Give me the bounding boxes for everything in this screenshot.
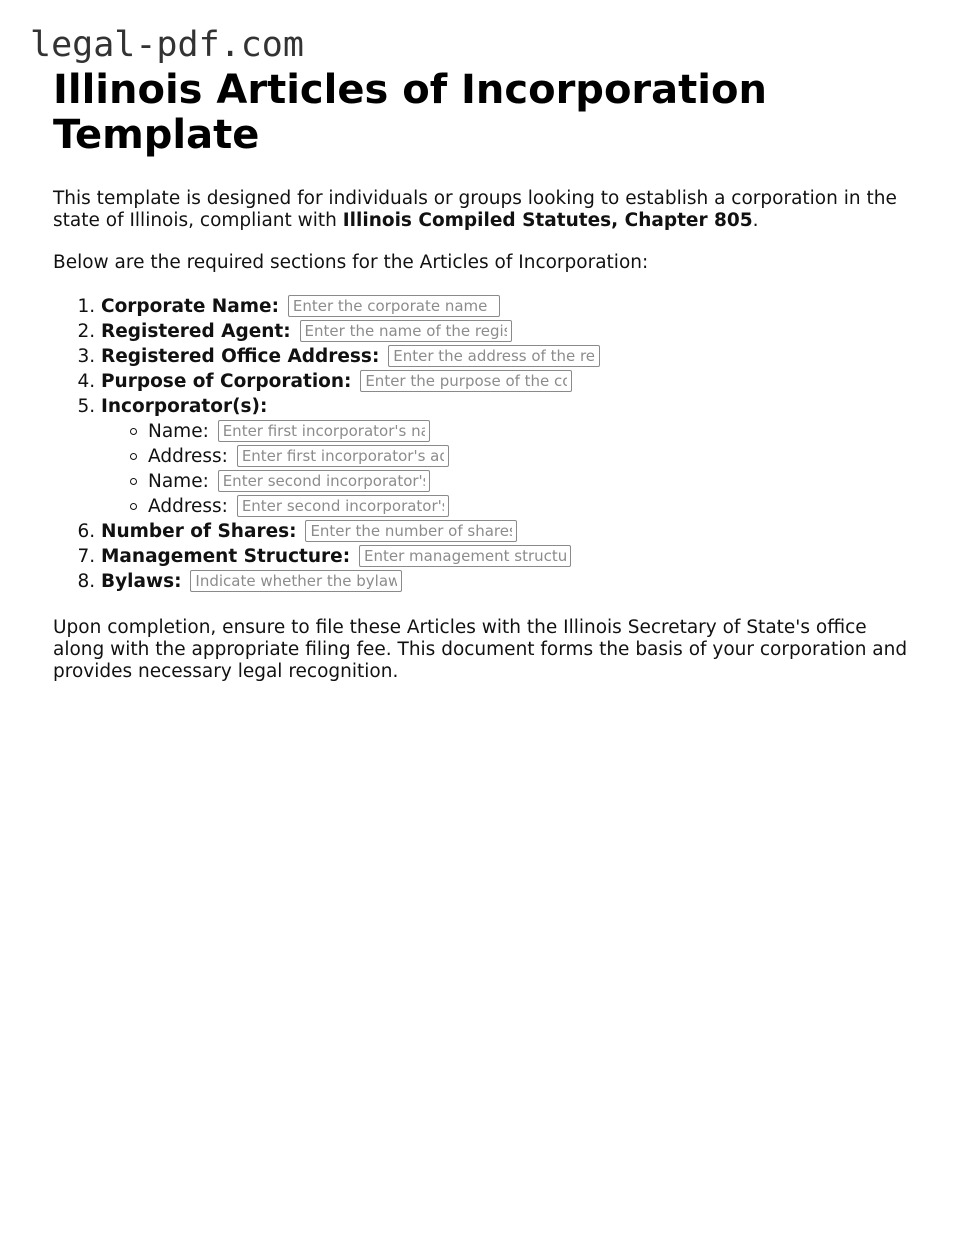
management-structure-input[interactable] (359, 545, 571, 567)
incorporator-1-name-input[interactable] (218, 420, 430, 442)
intro-end: . (752, 210, 759, 231)
section-bylaws (101, 569, 923, 594)
registered-office-input[interactable] (388, 345, 600, 367)
section-label: Bylaws: (101, 571, 182, 592)
incorporator-2-address-input[interactable] (237, 495, 449, 517)
section-management-structure (101, 544, 923, 569)
section-number-of-shares (101, 519, 923, 544)
incorporators-list (101, 419, 923, 519)
section-label: Incorporator(s): (101, 396, 268, 417)
statute-reference: Illinois Compiled Statutes, Chapter 805 (342, 210, 753, 231)
section-corporate-name (101, 294, 923, 319)
bylaws-input[interactable] (190, 570, 402, 592)
section-registered-agent (101, 319, 923, 344)
field-label: Name: (148, 471, 209, 492)
corporate-name-input[interactable] (288, 295, 500, 317)
incorporator-2-address (148, 494, 923, 519)
field-label: Name: (148, 421, 209, 442)
incorporator-1-address (148, 444, 923, 469)
incorporator-1-address-input[interactable] (237, 445, 449, 467)
page-title: Illinois Articles of Incorporation Template (53, 67, 767, 158)
sections-list (53, 294, 923, 594)
intro-paragraph (53, 188, 923, 232)
section-label: Management Structure: (101, 546, 351, 567)
number-of-shares-input[interactable] (305, 520, 517, 542)
section-label: Registered Agent: (101, 321, 291, 342)
field-label: Address: (148, 446, 228, 467)
watermark: legal-pdf.com (30, 25, 304, 65)
closing-paragraph: Upon completion, ensure to file these Articles with the Illinois Secretary of State's office along with the appropriate filing fee. This document forms the basis of your corporation and provides necessary legal recognition. (53, 617, 908, 682)
section-registered-office (101, 344, 923, 369)
document-body (53, 68, 923, 683)
section-label: Purpose of Corporation: (101, 371, 352, 392)
section-label: Registered Office Address: (101, 346, 380, 367)
sections-intro: Below are the required sections for the Articles of Incorporation: (53, 252, 649, 273)
section-label: Number of Shares: (101, 521, 297, 542)
incorporator-1-name (148, 419, 923, 444)
section-incorporators (101, 394, 923, 519)
field-label: Address: (148, 496, 228, 517)
registered-agent-input[interactable] (300, 320, 512, 342)
intro-text: This template is designed for individuals or groups looking to establish a corporation in the state of Illinois, compliant with (53, 188, 897, 231)
section-label: Corporate Name: (101, 296, 279, 317)
purpose-input[interactable] (360, 370, 572, 392)
section-purpose (101, 369, 923, 394)
incorporator-2-name-input[interactable] (218, 470, 430, 492)
incorporator-2-name (148, 469, 923, 494)
